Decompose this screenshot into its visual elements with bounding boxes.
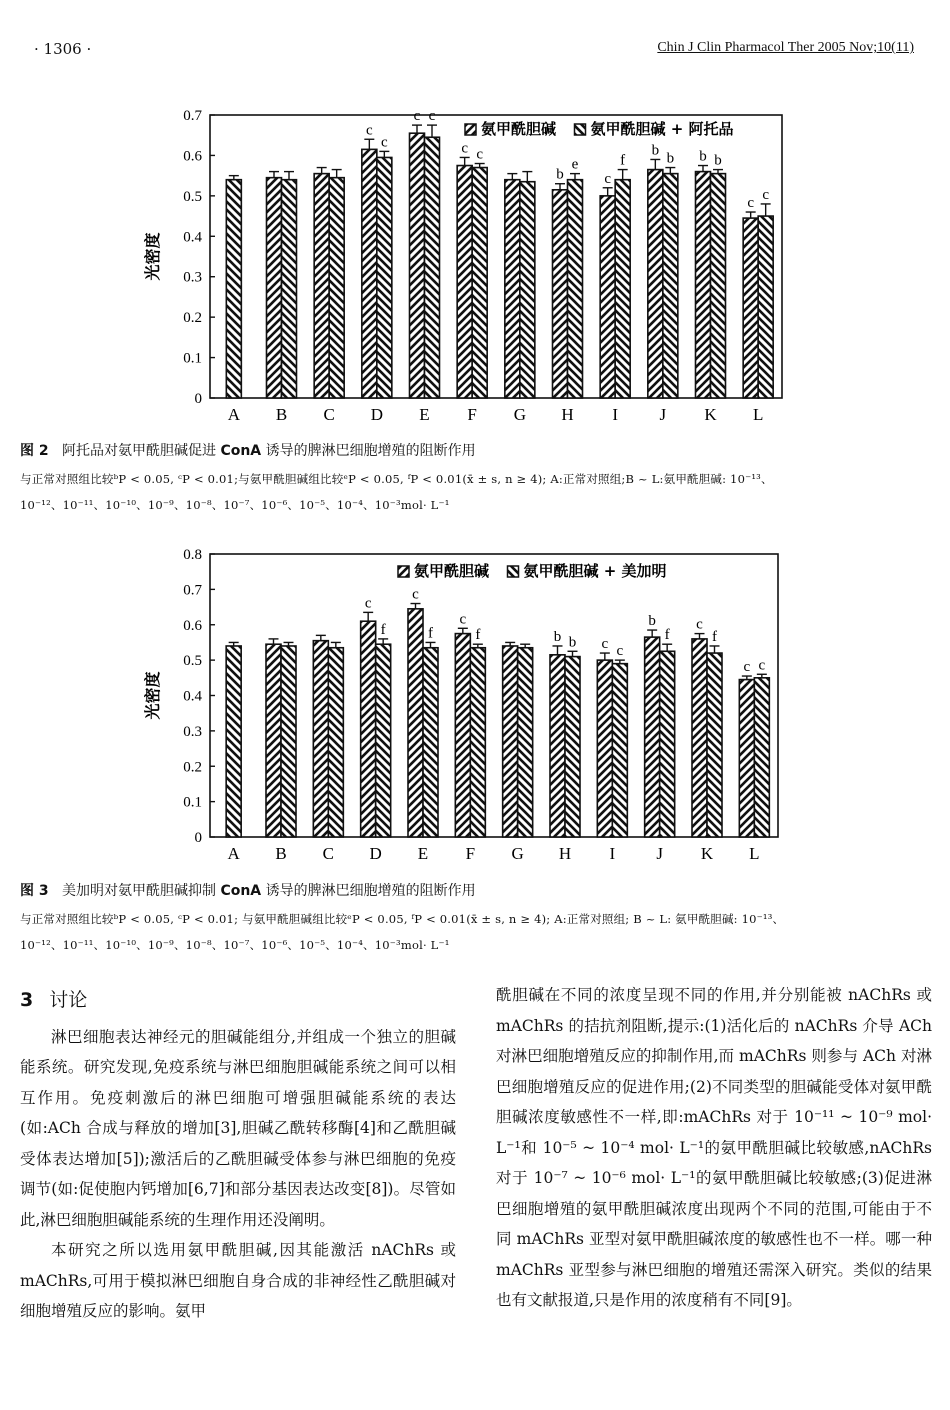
significance-mark: f — [620, 152, 626, 169]
x-tick-label: C — [322, 844, 335, 863]
caption-text: 诱导的脾淋巴细胞增殖的阻断作用 — [261, 883, 476, 899]
bar — [226, 646, 241, 837]
y-tick-label: 0.4 — [183, 229, 202, 246]
bar — [361, 621, 376, 837]
bar — [282, 180, 297, 398]
significance-mark: c — [428, 108, 436, 125]
figure-note: 10⁻¹²、10⁻¹¹、10⁻¹⁰、10⁻⁹、10⁻⁸、10⁻⁷、10⁻⁶、10⁻⁵、10⁻⁴、10⁻³mol· L⁻¹ — [20, 498, 450, 512]
y-tick-label: 0 — [194, 830, 202, 846]
bar — [457, 166, 472, 398]
bar — [758, 216, 773, 398]
significance-mark: b — [666, 150, 675, 167]
significance-mark: c — [604, 170, 612, 187]
bar — [550, 655, 565, 837]
y-tick-label: 0.2 — [183, 759, 202, 776]
x-tick-label: L — [749, 844, 760, 863]
significance-mark: f — [664, 627, 670, 644]
bar — [754, 678, 769, 837]
x-tick-label: K — [704, 405, 717, 424]
legend-label: 氨甲酰胆碱 + 阿托品 — [590, 120, 734, 138]
significance-mark: b — [648, 613, 656, 630]
x-tick-label: A — [227, 844, 240, 863]
bar — [472, 168, 487, 398]
bar — [520, 182, 535, 398]
section-title: 讨论 — [49, 989, 88, 1011]
significance-mark: c — [365, 122, 373, 139]
x-tick-label: I — [612, 405, 619, 424]
bar — [376, 644, 391, 837]
x-tick-label: I — [609, 844, 616, 863]
significance-mark: c — [380, 134, 388, 151]
bar — [313, 641, 328, 837]
x-tick-label: H — [558, 844, 572, 863]
y-tick-label: 0.6 — [183, 617, 202, 634]
bar — [660, 651, 675, 837]
bar — [648, 170, 663, 398]
bar — [518, 648, 533, 837]
bar — [553, 190, 568, 398]
legend — [465, 120, 734, 138]
significance-mark: b — [714, 152, 722, 169]
bar — [267, 178, 282, 398]
x-tick-label: D — [370, 405, 383, 424]
legend-label: 氨甲酰胆碱 — [414, 562, 490, 580]
bar — [408, 609, 423, 837]
y-tick-label: 0.4 — [183, 688, 202, 705]
y-tick-label: 0.2 — [183, 310, 202, 327]
x-tick-label: J — [659, 405, 667, 424]
y-tick-label: 0.3 — [183, 269, 202, 286]
bar — [425, 137, 440, 398]
significance-mark: c — [762, 186, 770, 203]
significance-mark: c — [601, 636, 609, 653]
legend-swatch — [465, 124, 476, 135]
x-tick-label: K — [700, 844, 714, 863]
bar — [696, 172, 711, 398]
bar — [615, 180, 630, 398]
y-tick-label: 0.6 — [183, 148, 202, 165]
bar — [410, 133, 425, 398]
bar — [503, 646, 518, 837]
significance-mark: c — [747, 195, 755, 212]
bar — [612, 664, 627, 837]
significance-mark: b — [651, 142, 660, 159]
left-column — [20, 985, 456, 1327]
bar — [707, 653, 722, 837]
bar — [600, 196, 615, 398]
paragraph: 酰胆碱在不同的浓度呈现不同的作用,并分别能被 nAChRs 或 mAChRs 的拮抗剂阻断,提示:(1)活化后的 nAChRs 介导 ACh 对淋巴细胞增殖反应的抑制作用,而 mAChRs 则参与 ACh 对淋巴细胞增殖反应的促进作用;(2)不同类型的胆碱能受体对氨甲酰胆碱浓度敏感性不一样,即:mAChRs 对于 10⁻¹¹ ~ 10⁻⁹ mol· L⁻¹和 10⁻⁵ ~ 10⁻⁴ mol· L⁻¹的氨甲酰胆碱比较敏感,nAChRs 对于 10⁻⁷ ~ 10⁻⁶ mol· L⁻¹的氨甲酰胆碱比较敏感;(3)促进淋巴细胞增殖的氨甲酰胆碱浓度出现两个不同的范围,可能由于不同 mAChRs 亚型对氨甲酰胆碱浓度的敏感性也不一样。哪一种 mAChRs 亚型参与淋巴细胞的增殖还需深入研究。类似的结果也有文献报道,只是作用的浓度稍有不同[9]。 — [496, 986, 932, 1309]
bar — [328, 648, 343, 837]
x-tick-label: L — [752, 405, 764, 424]
bar — [645, 637, 660, 837]
bar — [455, 634, 470, 837]
x-tick-label: J — [656, 844, 663, 863]
caption-bold: ConA — [220, 443, 262, 459]
significance-mark: f — [428, 625, 433, 642]
significance-mark: c — [758, 657, 766, 674]
bar — [711, 174, 726, 398]
y-tick-label: 0.7 — [183, 582, 202, 599]
significance-mark: c — [476, 146, 484, 163]
legend-swatch — [398, 566, 409, 577]
x-tick-label: B — [275, 844, 287, 863]
bar — [423, 648, 438, 837]
x-tick-label: E — [417, 844, 429, 863]
section-number: 3 — [20, 989, 34, 1011]
significance-mark: f — [380, 621, 386, 638]
paragraph: 淋巴细胞表达神经元的胆碱能组分,并组成一个独立的胆碱能系统。研究发现,免疫系统与淋巴细胞胆碱能系统之间可以相互作用。免疫刺激后的淋巴细胞可增强胆碱能系统的表达(如:ACh 合成与释放的增加[3],胆碱乙酰转移酶[4]和乙酰胆碱受体表达增加[5]);激活后的乙酰胆碱受体参与淋巴细胞的免疫调节(如:促使胞内钙增加[6,7]和部分基因表达改变[8])。尽管如此,淋巴细胞胆碱能系统的生理作用还没阐明。 — [20, 1027, 456, 1229]
y-tick-label: 0.5 — [183, 653, 202, 670]
significance-mark: e — [571, 156, 579, 173]
bar — [314, 174, 329, 398]
y-tick-label: 0.8 — [183, 547, 202, 563]
figure-3-caption — [20, 880, 932, 958]
significance-mark: b — [568, 634, 577, 651]
x-tick-label: G — [513, 405, 526, 424]
figure-2-caption — [20, 440, 932, 518]
significance-mark: c — [364, 595, 372, 612]
figure-note: 与正常对照组比较ᵇP < 0.05, ᶜP < 0.01; 与氨甲酰胆碱组比较ᵉP < 0.05, ᶠP < 0.01(x̄ ± s, n ≥ 4); A:正常对照组; B ~ L: 氨甲酰胆碱: 10⁻¹³、 — [20, 912, 785, 926]
bar — [362, 149, 377, 398]
journal-header: Chin J Clin Pharmacol Ther 2005 Nov;10(11) — [657, 40, 914, 55]
x-tick-label: F — [465, 844, 476, 863]
bar — [692, 639, 707, 837]
significance-mark: c — [413, 108, 421, 125]
x-tick-label: F — [467, 405, 477, 424]
legend-swatch — [508, 566, 519, 577]
significance-mark: c — [459, 611, 467, 628]
figure-note: 10⁻¹²、10⁻¹¹、10⁻¹⁰、10⁻⁹、10⁻⁸、10⁻⁷、10⁻⁶、10⁻⁵、10⁻⁴、10⁻³mol· L⁻¹ — [20, 938, 450, 952]
figure-note: 与正常对照组比较ᵇP < 0.05, ᶜP < 0.01;与氨甲酰胆碱组比较ᵉP < 0.05, ᶠP < 0.01(x̄ ± s, n ≥ 4); A:正常对照组;B ~ L:氨甲酰胆碱: 10⁻¹³、 — [20, 472, 773, 486]
caption-text: 美加明对氨甲酰胆碱抑制 — [61, 883, 221, 899]
significance-mark: b — [556, 166, 564, 183]
x-tick-label: G — [511, 844, 524, 863]
bar — [377, 157, 392, 398]
y-tick-label: 0.1 — [183, 350, 202, 367]
figure-label: 图 2 — [20, 443, 49, 459]
caption-text: 诱导的脾淋巴细胞增殖的阻断作用 — [261, 443, 476, 459]
bar — [597, 660, 612, 837]
bar — [266, 644, 281, 837]
bar — [470, 648, 485, 837]
bar — [663, 174, 678, 398]
bar — [568, 180, 583, 398]
x-tick-label: C — [323, 405, 335, 424]
significance-mark: c — [461, 140, 469, 157]
figure-label: 图 3 — [20, 883, 49, 899]
significance-mark: b — [699, 148, 707, 165]
right-column — [496, 980, 932, 1316]
y-axis-label: 光密度 — [143, 671, 162, 720]
bar — [565, 657, 580, 837]
y-tick-label: 0.7 — [183, 108, 202, 124]
page-number: · 1306 · — [34, 40, 92, 58]
significance-mark: b — [553, 628, 562, 645]
y-tick-label: 0.1 — [183, 794, 202, 811]
significance-mark: f — [475, 627, 481, 644]
bar — [505, 180, 520, 398]
y-axis-label: 光密度 — [143, 232, 162, 281]
bar — [329, 178, 344, 398]
legend — [398, 562, 667, 580]
y-tick-label: 0 — [194, 391, 202, 407]
x-tick-label: A — [227, 405, 240, 424]
significance-mark: f — [712, 628, 717, 645]
caption-text: 阿托品对氨甲酰胆碱促进 — [61, 443, 221, 459]
x-tick-label: E — [419, 405, 430, 424]
bar — [743, 218, 758, 398]
bar — [281, 646, 296, 837]
bar — [739, 680, 754, 837]
significance-mark: c — [696, 616, 703, 633]
x-tick-label: H — [561, 405, 574, 424]
section-heading — [20, 985, 456, 1016]
significance-mark: c — [616, 643, 624, 660]
legend-label: 氨甲酰胆碱 — [481, 120, 557, 138]
significance-mark: c — [412, 586, 419, 603]
legend-swatch — [575, 124, 586, 135]
y-tick-label: 0.3 — [183, 723, 202, 740]
bar — [226, 180, 241, 398]
caption-bold: ConA — [220, 883, 262, 899]
x-tick-label: B — [275, 405, 288, 424]
paragraph: 本研究之所以选用氨甲酰胆碱,因其能激活 nAChRs 或 mAChRs,可用于模拟淋巴细胞自身合成的非神经性乙酰胆碱对细胞增殖反应的影响。氨甲 — [20, 1241, 456, 1320]
x-tick-label: D — [369, 844, 382, 863]
legend-label: 氨甲酰胆碱 + 美加明 — [523, 562, 667, 580]
significance-mark: c — [743, 659, 751, 676]
y-tick-label: 0.5 — [183, 188, 202, 205]
